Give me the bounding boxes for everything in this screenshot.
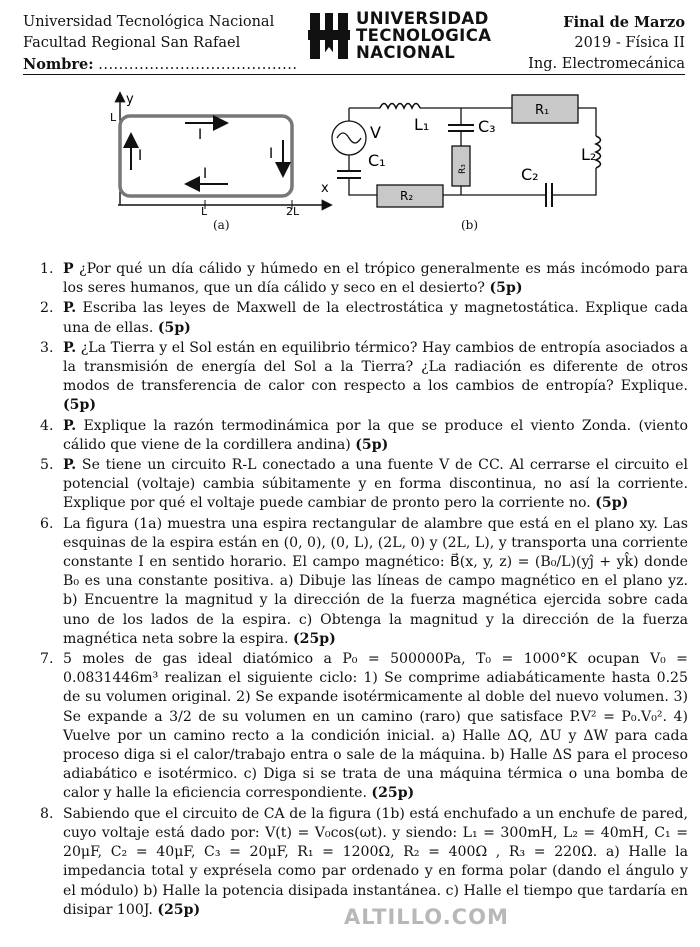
figure-a-caption: (a) (213, 218, 230, 232)
label-R1: R₁ (535, 103, 550, 118)
inductor-L2 (596, 136, 601, 168)
problem-number: 7. (40, 651, 54, 668)
problem-points: (25p) (157, 901, 201, 918)
fig-a-label-x: x (321, 181, 329, 196)
problem-text: ¿Por qué un día cálido y húmedo en el trópico generalmente es más incómodo para los seres humanos, que un día cálido y seco en el desierto? (63, 261, 688, 297)
problem-text: 5 moles de gas ideal diatómico a P₀ = 500000Pa, T₀ = 1000°K ocupan V₀ = 0.0831446m³ realizan el siguiente ciclo: 1) Se comprime adiabáticamente hasta 0.25 de su volumen original. 2) Se expande isotérmicamente al doble del nuevo volumen. 3) Se expande a 3/2 de su volumen en un camino (raro) que satisface P.V² = P₀.V₀². 4) Vuelve por un camino recto a la condición inicial. a) Halle ΔQ, ΔU y ΔW para cada proceso diga si el calor/trabajo entra o sale de la máquina. b) Halle ΔS para el proceso adiabático e isotérmico. c) Diga si se trata de una máquina térmica o una bomba de calor y halle la eficiencia correspondiente. (63, 651, 688, 802)
problem-points: (5p) (157, 319, 191, 336)
problem-tag: P. (63, 417, 77, 434)
figures-svg (0, 80, 700, 245)
label-V: V (370, 123, 381, 142)
exam-header (0, 0, 700, 80)
problem-points: (25p) (293, 630, 336, 647)
figures-area (0, 80, 700, 245)
utn-emblem-icon (308, 13, 350, 59)
label-L1: L₁ (414, 115, 430, 134)
fig-a-label-L-x: L (201, 205, 208, 218)
problem-item (36, 650, 688, 804)
logo-line-1: UNIVERSIDAD (356, 9, 489, 28)
label-C1: C₁ (368, 151, 386, 170)
problem-list (36, 260, 688, 921)
problem-item (36, 260, 688, 298)
fig-a-label-I-right: I (269, 146, 274, 162)
problem-points: (25p) (371, 785, 415, 802)
exam-title: Final de Marzo (563, 14, 685, 31)
problem-item (36, 417, 688, 455)
utn-logo (308, 10, 518, 68)
problem-tag: P. (63, 457, 77, 474)
header-rule (23, 74, 685, 75)
figure-a-loop (110, 92, 330, 218)
problem-number: 8. (40, 805, 54, 822)
problem-points: (5p) (595, 495, 629, 512)
problem-item (36, 515, 688, 649)
watermark: ALTILLO.COM (344, 905, 509, 929)
fig-a-label-L-y: L (110, 111, 117, 124)
problem-points: (5p) (355, 436, 389, 453)
problem-text: Se tiene un circuito R-L conectado a una fuente V de CC. Al cerrarse el circuito el potencial (voltaje) cambia súbitamente y en forma discontinua, no así la corriente. Explique por qué el voltaje puede cambiar de pronto pero la corriente no. (63, 457, 688, 512)
problem-item (36, 456, 688, 514)
problem-item (36, 805, 688, 920)
fig-a-label-y: y (126, 92, 134, 107)
fig-a-label-I-top: I (198, 127, 203, 143)
exam-career: Ing. Electromecánica (528, 56, 685, 72)
name-label: Nombre: (23, 56, 94, 73)
logo-wordmark (356, 10, 491, 61)
institution-block (23, 12, 298, 76)
problem-number: 1. (40, 261, 54, 277)
label-R2: R₂ (400, 189, 414, 203)
label-L2: L₂ (581, 145, 597, 164)
problem-number: 6. (40, 515, 54, 532)
inductor-L1 (380, 104, 420, 109)
label-C2: C₂ (521, 165, 539, 184)
fig-a-label-I-bottom: I (203, 166, 208, 182)
problem-number: 2. (40, 300, 54, 317)
problem-number: 5. (40, 457, 54, 474)
problem-points: (5p) (489, 280, 523, 297)
problem-tag: P. (63, 300, 77, 317)
figure-b-caption: (b) (461, 218, 479, 232)
logo-line-3: NACIONAL (356, 43, 456, 62)
exam-info-block (528, 12, 685, 75)
name-blank: ....................................... (98, 57, 298, 73)
fig-a-label-2L: 2L (286, 205, 300, 218)
problem-tag: P (63, 261, 74, 277)
problem-points: (5p) (63, 397, 96, 414)
problem-text: La figura (1a) muestra una espira rectangular de alambre que está en el plano xy. Las esquinas de la espira están en (0, 0), (0, L), (2L, 0) y (2L, L), y transporta una corriente constante I en sentido horario. El campo magnético: B⃗(x, y, z) = (B₀/L)(yĵ + yk̂) donde B₀ es una constante positiva. a) Dibuje las líneas de campo magnético en el plano yz. b) Encuentre la magnitud y la dirección de la fuerza magnética ejercida sobre cada uno de los lados de la espira. c) Obtenga la magnitud y la dirección de la fuerza magnética neta sobre la espira. (63, 515, 688, 647)
label-R3: R₃ (458, 164, 468, 174)
logo-line-2: TECNOLOGICA (356, 26, 492, 45)
problem-tag: P. (63, 339, 77, 356)
problem-item (36, 339, 688, 416)
problem-item (36, 299, 688, 337)
faculty-name: Facultad Regional San Rafael (23, 35, 241, 51)
problem-text: Explique la razón termodinámica por la que se produce el viento Zonda. (viento cálido que viene de la cordillera andina) (63, 417, 688, 453)
problem-text: Escriba las leyes de Maxwell de la electrostática y magnetostática. Explique cada una de ellas. (63, 300, 688, 336)
problem-text: Sabiendo que el circuito de CA de la figura (1b) está enchufado a un enchufe de pared, cuyo voltaje está dado por: V(t) = V₀cos(ωt). y siendo: L₁ = 300mH, L₂ = 40mH, C₁ = 20μF, C₂ = 40μF, C₃ = 20μF, R₁ = 1200Ω, R₂ = 400Ω , R₃ = 220Ω. a) Halle la impedancia total y exprésela como par ordenado y en forma polar (dando el ángulo y el módulo) b) Halle la potencia disipada instantánea. c) Halle el tiempo que tardaría en disipar 100J. (63, 805, 688, 918)
problem-number: 3. (40, 339, 54, 356)
problem-number: 4. (40, 417, 54, 434)
label-C3: C₃ (478, 117, 496, 136)
exam-year-subject: 2019 - Física II (574, 35, 685, 51)
university-name: Universidad Tecnológica Nacional (23, 14, 275, 30)
problem-text: ¿La Tierra y el Sol están en equilibrio térmico? Hay cambios de entropía asociados a la transmisión de energía del Sol a la Tierra? ¿La radiación es diferente de otros modos de transferencia de calor con respecto a los cambios de entropía? Explique. (63, 339, 688, 395)
fig-a-label-I-left: I (138, 148, 143, 164)
